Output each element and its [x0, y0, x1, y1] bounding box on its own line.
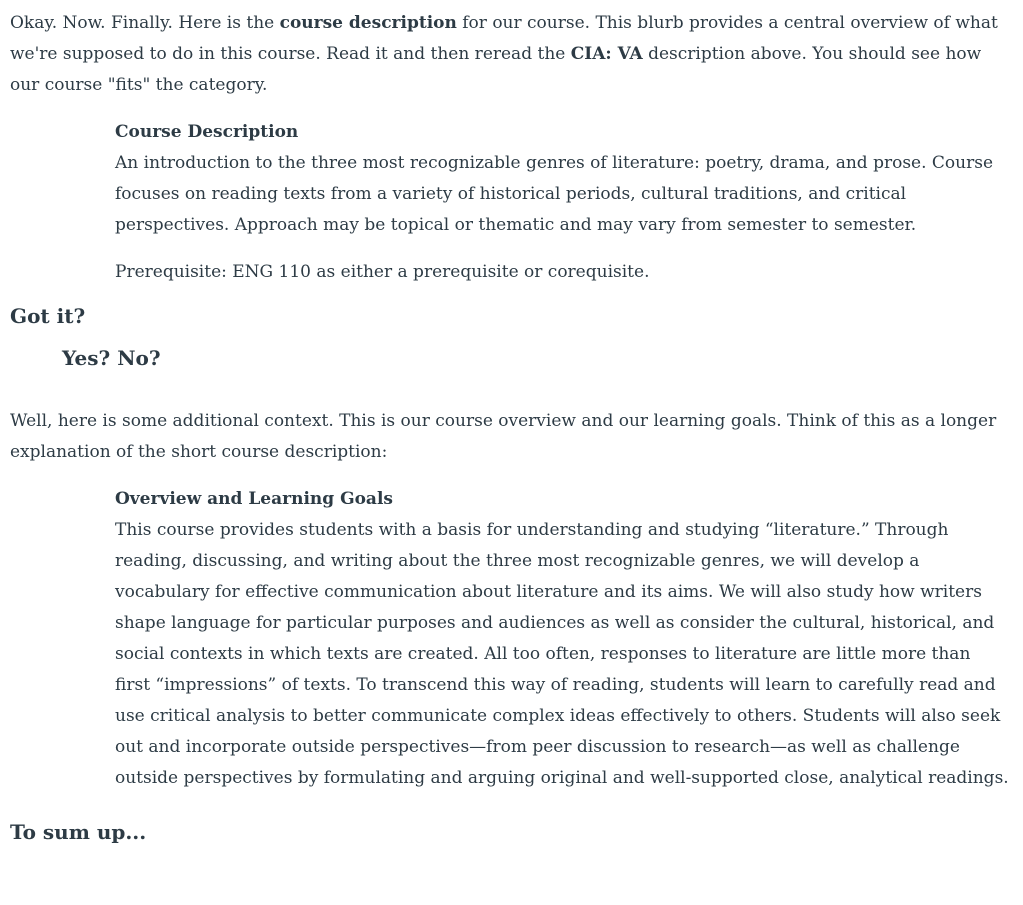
overview-text: This course provides students with a basis for understanding and studying “literature.” Through reading, discussing, and writing about the three most recognizable genres, we will develop a vocabulary for effective communication about literature and its aims. We will also study how writers shape language for particular purposes and audiences as well as consider the cultural, historical, and social contexts in which texts are created. All too often, responses to literature are little more than first “impressions” of texts. To transcend this way of reading, students will learn to carefully read and use critical analysis to better communicate complex ideas effectively to others. Students will also seek out and incorporate outside perspectives—from peer discussion to research—as well as challenge outside perspectives by formulating and arguing original and well-supported close, analytical readings.	[115, 520, 1009, 788]
prerequisite-paragraph: Prerequisite: ENG 110 as either a prerequisite or corequisite.	[115, 262, 650, 282]
context-paragraph: Well, here is some additional context. This is our course overview and our learning goals. Think of this as a longer explanation of the short course description:	[10, 411, 997, 462]
yes-no-heading: Yes? No?	[62, 346, 161, 370]
intro-paragraph	[10, 8, 1010, 101]
course-description-heading: Course Description	[115, 122, 299, 142]
overview-paragraph	[115, 484, 1010, 794]
intro-bold-cia-va: CIA: VA	[570, 44, 643, 64]
sum-up-heading: To sum up...	[10, 820, 147, 844]
overview-heading: Overview and Learning Goals	[115, 489, 393, 509]
intro-text-2: for our course. This blurb provides a central overview of what we're supposed to do in this course. Read it and then reread the	[10, 13, 998, 64]
intro-bold-course-description: course description	[279, 13, 457, 33]
course-description-paragraph	[115, 117, 1010, 241]
course-description-block	[115, 117, 1010, 288]
overview-block	[115, 484, 1010, 794]
got-it-heading: Got it?	[10, 304, 86, 328]
intro-text-3: description above. You should see how our course "fits" the category.	[10, 44, 982, 95]
course-description-text: An introduction to the three most recognizable genres of literature: poetry, drama, and prose. Course focuses on reading texts from a variety of historical periods, cultural traditions, and critical perspectives. Approach may be topical or thematic and may vary from semester to semester.	[115, 153, 994, 235]
intro-text-1: Okay. Now. Finally. Here is the	[10, 13, 280, 33]
